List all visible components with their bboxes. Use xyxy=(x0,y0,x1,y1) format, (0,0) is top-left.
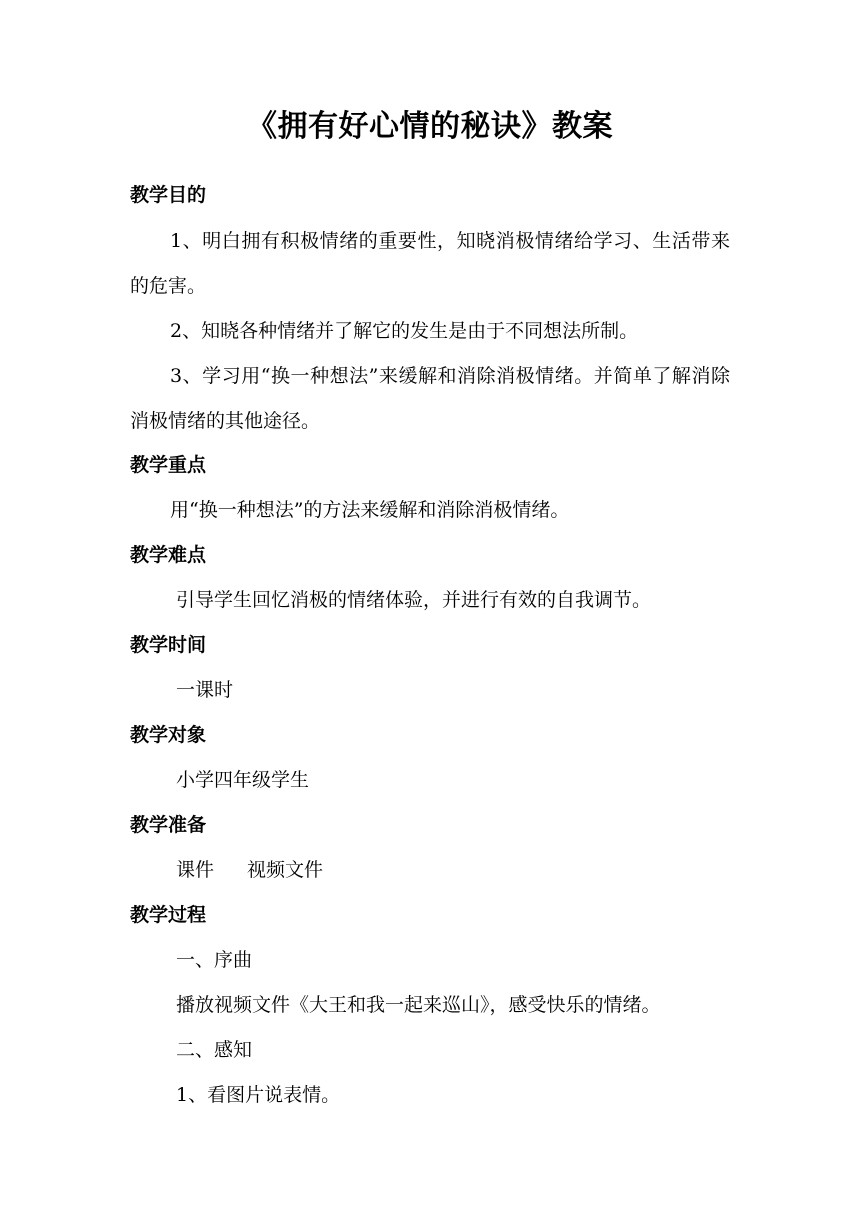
section-heading-difficulty: 教学难点 xyxy=(130,544,207,566)
prep-item-courseware: 课件 xyxy=(176,859,215,881)
difficulty-text: 引导学生回忆消极的情绪体验，并进行有效的自我调节。 xyxy=(176,589,652,611)
time-text: 一课时 xyxy=(176,679,234,701)
objective-3: 3、学习用“换一种想法”来缓解和消除消极情绪。并简单了解消除消极情绪的其他途径。 xyxy=(130,365,730,432)
key-point-text: 用“换一种想法”的方法来缓解和消除消极情绪。 xyxy=(170,499,570,521)
section-heading-audience: 教学对象 xyxy=(130,724,207,746)
process-part1-title: 一、序曲 xyxy=(176,949,253,971)
prep-item-video: 视频文件 xyxy=(247,859,324,881)
audience-text: 小学四年级学生 xyxy=(176,769,310,791)
document-title: 《拥有好心情的秘诀》教案 xyxy=(247,109,613,144)
section-heading-process: 教学过程 xyxy=(130,904,207,926)
section-heading-key-point: 教学重点 xyxy=(130,454,207,476)
section-heading-time: 教学时间 xyxy=(130,634,207,656)
section-heading-prep: 教学准备 xyxy=(130,814,207,836)
process-part1-text: 播放视频文件《大王和我一起来巡山》，感受快乐的情绪。 xyxy=(176,994,661,1016)
section-heading-objectives: 教学目的 xyxy=(130,184,207,206)
objective-1: 1、明白拥有积极情绪的重要性，知晓消极情绪给学习、生活带来的危害。 xyxy=(130,230,730,297)
process-part2-title: 二、感知 xyxy=(176,1039,253,1061)
objective-2: 2、知晓各种情绪并了解它的发生是由于不同想法所制。 xyxy=(170,320,639,342)
process-part2-item1: 1、看图片说表情。 xyxy=(176,1084,341,1106)
